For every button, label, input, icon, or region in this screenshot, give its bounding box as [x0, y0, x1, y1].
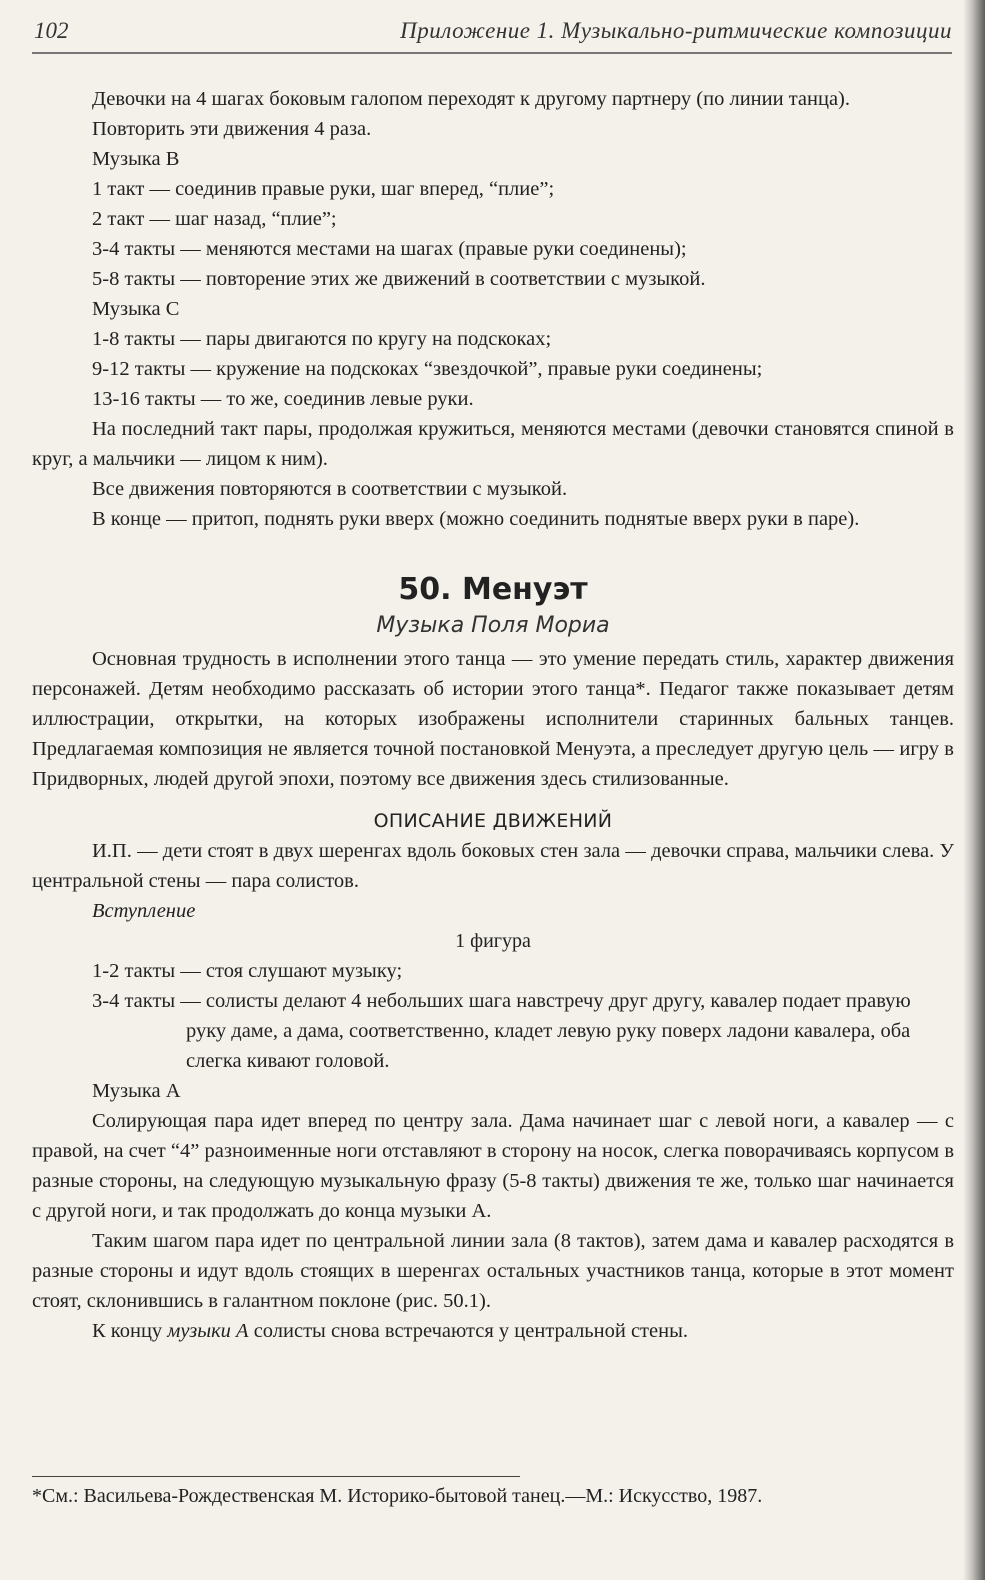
page-edge-shadow	[963, 0, 985, 1580]
header-rule	[32, 52, 952, 54]
intro-line: 1 такт — соединив правые руки, шаг вперед, “плие”;	[92, 178, 555, 200]
description-paragraph: Основная трудность в исполнении этого танца — это умение передать стиль, характер движения персонажей. Детям необходимо рассказать об истории этого танца*. Педагог также показывает детям иллюстрации, открытки, на которых изображены исполнители старинных бальных танцев. Предлагаемая композиция не является точной постановкой Менуэта, а преследует другую цель — игру в Придворных, людей другой эпохи, поэтому все движения здесь стилизованные.	[32, 648, 954, 790]
intro-line: 9-12 такты — кружение на подскоках “звездочкой”, правые руки соединены;	[92, 358, 763, 380]
intro-line: 3-4 такты — меняются местами на шагах (правые руки соединены);	[92, 238, 687, 260]
intro-line: Музыка С	[92, 298, 180, 320]
movement-text-italic: музыки А	[167, 1320, 249, 1342]
intro-line: 5-8 такты — повторение этих же движений в соответствии с музыкой.	[92, 268, 706, 290]
bars-line: 1-2 такты — стоя слушают музыку;	[92, 960, 403, 982]
footnote-rule	[32, 1476, 520, 1477]
intro-line: 2 такт — шаг назад, “плие”;	[92, 208, 337, 230]
movement-paragraph	[32, 1316, 954, 1346]
movement-text: солисты снова встречаются у центральной стены.	[248, 1320, 688, 1342]
intro-line: Повторить эти движения 4 раза.	[92, 118, 372, 140]
start-position: И.П. — дети стоят в двух шеренгах вдоль боковых стен зала — девочки справа, мальчики слева. У центральной стены — пара солистов.	[32, 840, 954, 892]
movement-paragraph: Солирующая пара идет вперед по центру зала. Дама начинает шаг с левой ноги, а кавалер — с правой, на счет “4” разноименные ноги отставляют в сторону на носок, слегка поворачиваясь корпусом в разные стороны, на следующую музыкальную фразу (5-8 такты) движения те же, только шаг начинается с другой ноги, и так продолжать до конца музыки А.	[32, 1110, 954, 1222]
movements-heading: ОПИСАНИЕ ДВИЖЕНИЙ	[373, 810, 613, 832]
footnote: *См.: Васильева-Рождественская М. Историко-бытовой танец.—М.: Искусство, 1987.	[32, 1485, 763, 1507]
section-title: 50. Менуэт	[398, 572, 588, 607]
intro-label: Вступление	[92, 900, 196, 922]
bars-line: 3-4 такты — солисты делают 4 небольших шага навстречу друг другу, кавалер подает правую руку даме, а дама, соответственно, кладет левую руку поверх ладони кавалера, оба слегка кивают головой.	[92, 990, 911, 1072]
section-subtitle: Музыка Поля Мориа	[376, 613, 610, 638]
figure-label: 1 фигура	[455, 930, 531, 952]
intro-line: 13-16 такты — то же, соединив левые руки.	[92, 388, 474, 410]
music-a-label: Музыка А	[92, 1080, 181, 1102]
page-header	[32, 18, 952, 52]
movement-paragraph: Таким шагом пара идет по центральной линии зала (8 тактов), затем дама и кавалер расходятся в разные стороны и идут вдоль стоящих в шеренгах остальных участников танца, которые в этот момент стоят, склонившись в галантном поклоне (рис. 50.1).	[32, 1230, 954, 1312]
intro-line: 1-8 такты — пары двигаются по кругу на подскоках;	[92, 328, 552, 350]
page-number: 102	[34, 18, 69, 43]
intro-line: На последний такт пары, продолжая кружиться, меняются местами (девочки становятся спиной в круг, а мальчики — лицом к ним).	[32, 418, 954, 470]
intro-line: В конце — притоп, поднять руки вверх (можно соединить поднятые вверх руки в паре).	[92, 508, 860, 530]
page-body	[32, 84, 954, 1346]
intro-line: Музыка В	[92, 148, 180, 170]
intro-line: Девочки на 4 шагах боковым галопом переходят к другому партнеру (по линии танца).	[92, 88, 850, 110]
intro-line: Все движения повторяются в соответствии с музыкой.	[92, 478, 568, 500]
running-title: Приложение 1. Музыкально-ритмические композиции	[400, 18, 952, 43]
movement-text: К концу	[92, 1320, 168, 1342]
